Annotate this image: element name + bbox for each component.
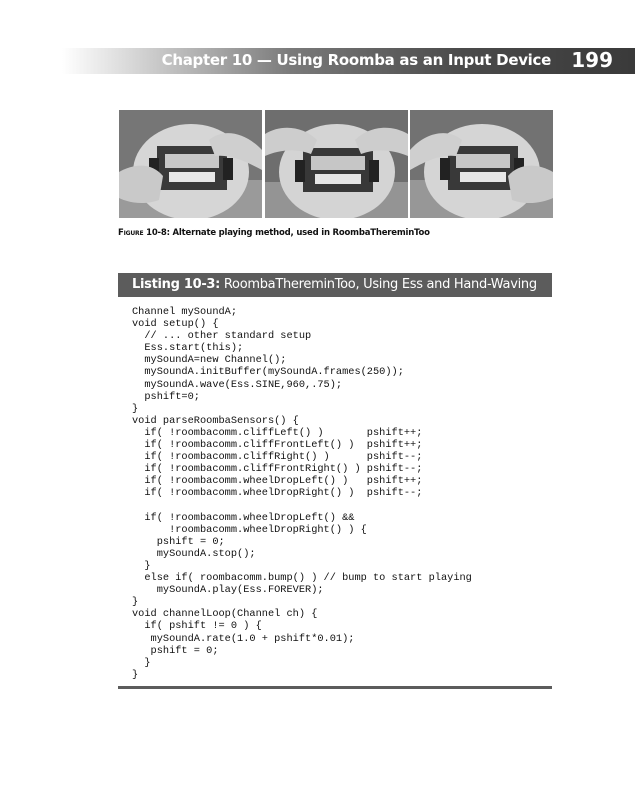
page-number: 199: [571, 48, 613, 72]
code-line: mySoundA.play(Ess.FOREVER);: [132, 584, 324, 597]
code-line: if( !roombacomm.wheelDropRight() ) pshift--;: [132, 487, 423, 500]
chapter-header-bar: [62, 48, 635, 74]
code-line: [132, 500, 547, 512]
code-line: }: [132, 402, 139, 415]
code-line: if( !roombacomm.cliffFrontRight() ) pshift--;: [132, 463, 423, 476]
code-line: if( !roombacomm.wheelDropLeft() ) pshift++;: [132, 475, 423, 488]
figure-photo-2: [265, 110, 408, 218]
figure-caption: [118, 228, 430, 238]
figure-photo-1: [119, 110, 262, 218]
code-line: void setup() {: [132, 318, 219, 331]
code-line: void parseRoombaSensors() {: [132, 414, 299, 427]
listing-title: [132, 277, 537, 292]
figure-label: Figure 10-8:: [118, 228, 170, 238]
listing-header-bar: [118, 273, 552, 297]
code-line: !roombacomm.wheelDropRight() ) {: [132, 523, 367, 536]
figure-photo-3: [410, 110, 553, 218]
code-line: mySoundA.stop();: [132, 547, 256, 560]
code-line: if( pshift != 0 ) {: [132, 620, 262, 633]
code-line: mySoundA=new Channel();: [132, 354, 287, 367]
figure-caption-text: Alternate playing method, used in RoombaThereminToo: [169, 228, 430, 238]
code-line: mySoundA.wave(Ess.SINE,960,.75);: [132, 378, 343, 391]
chapter-title: Chapter 10 — Using Roomba as an Input Device: [161, 51, 551, 69]
code-line: if( !roombacomm.wheelDropLeft() &&: [132, 511, 355, 524]
code-line: pshift = 0;: [132, 535, 225, 548]
code-line: pshift=0;: [132, 390, 200, 403]
code-line: mySoundA.rate(1.0 + pshift*0.01);: [132, 632, 355, 645]
listing-label: Listing 10-3:: [132, 277, 221, 292]
code-line: mySoundA.initBuffer(mySoundA.frames(250));: [132, 366, 404, 379]
code-line: }: [132, 668, 139, 681]
code-line: // ... other standard setup: [132, 330, 312, 343]
listing-title-text: RoombaThereminToo, Using Ess and Hand-Waving: [220, 277, 537, 292]
listing-bottom-rule: [118, 686, 552, 689]
code-line: }: [132, 559, 151, 572]
code-line: }: [132, 596, 139, 609]
code-line: if( !roombacomm.cliffFrontLeft() ) pshift++;: [132, 439, 423, 452]
code-line: if( !roombacomm.cliffRight() ) pshift--;: [132, 451, 423, 464]
code-line: void channelLoop(Channel ch) {: [132, 608, 318, 621]
code-line: }: [132, 656, 151, 669]
code-line: if( !roombacomm.cliffLeft() ) pshift++;: [132, 426, 423, 439]
code-line: Channel mySoundA;: [132, 306, 238, 318]
code-listing: [132, 306, 547, 681]
code-line: else if( roombacomm.bump() ) // bump to start playing: [132, 572, 472, 585]
code-line: pshift = 0;: [132, 644, 219, 657]
code-line: Ess.start(this);: [132, 342, 244, 355]
